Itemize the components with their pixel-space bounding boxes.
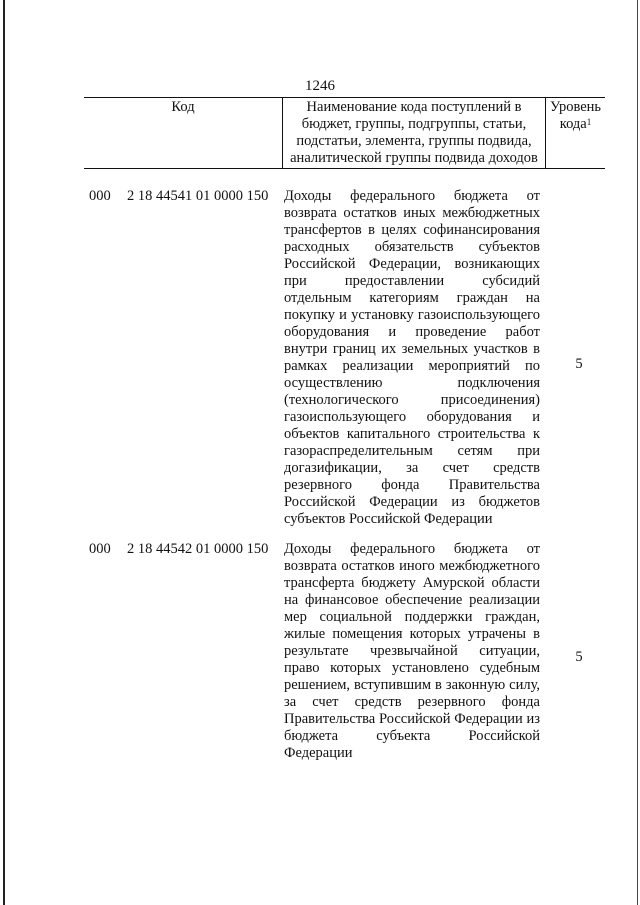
page-right-border xyxy=(637,0,638,905)
table-header xyxy=(84,97,605,169)
header-level-label: Уровень кода xyxy=(549,99,602,132)
code-prefix: 000 xyxy=(89,541,111,557)
page-left-border xyxy=(3,0,5,905)
header-level xyxy=(546,98,606,169)
page-number: 1246 xyxy=(305,78,335,94)
header-name: Наименование кода поступлений в бюджет, группы, подгруппы, статьи, подстатьи, элемента, группы подвида, аналитической группы подвида доходов xyxy=(283,98,546,169)
revenue-description: Доходы федерального бюджета от возврата остатков иных межбюджетных трансфертов в целях софинансирования расходных обязательств субъектов Российской Федерации, возникающих при предоставлении субсидий отдельным категориям граждан на покупку и установку газоиспользующего оборудования и проведение работ внутри границ их земельных участков в рамках реализации мероприятий по осуществлению подключения (технологического присоединения) газоиспользующего оборудования и объектов капитального строительства к газораспределительным сетям при догазификации, за счет средств резервного фонда Правительства Российской Федерации из бюджетов субъектов Российской Федерации xyxy=(284,188,540,527)
header-level-footnote: 1 xyxy=(586,117,592,127)
code-prefix: 000 xyxy=(89,188,111,204)
code-level: 5 xyxy=(575,649,583,665)
table-row xyxy=(84,188,605,538)
revenue-code: 2 18 44541 01 0000 150 xyxy=(127,188,269,204)
header-code: Код xyxy=(84,98,283,169)
table-row xyxy=(84,541,605,781)
revenue-code: 2 18 44542 01 0000 150 xyxy=(127,541,269,557)
code-level: 5 xyxy=(575,356,583,372)
revenue-description: Доходы федерального бюджета от возврата остатков иного межбюджетного трансферта бюджету Амурской области на финансовое обеспечение реализации мер социальной поддержки граждан, жилые помещения которых утрачены в результате чрезвычайной ситуации, право которых установлено судебным решением, вступившим в законную силу, за счет средств резервного фонда Правительства Российской Федерации из бюджета субъекта Российской Федерации xyxy=(284,541,540,761)
